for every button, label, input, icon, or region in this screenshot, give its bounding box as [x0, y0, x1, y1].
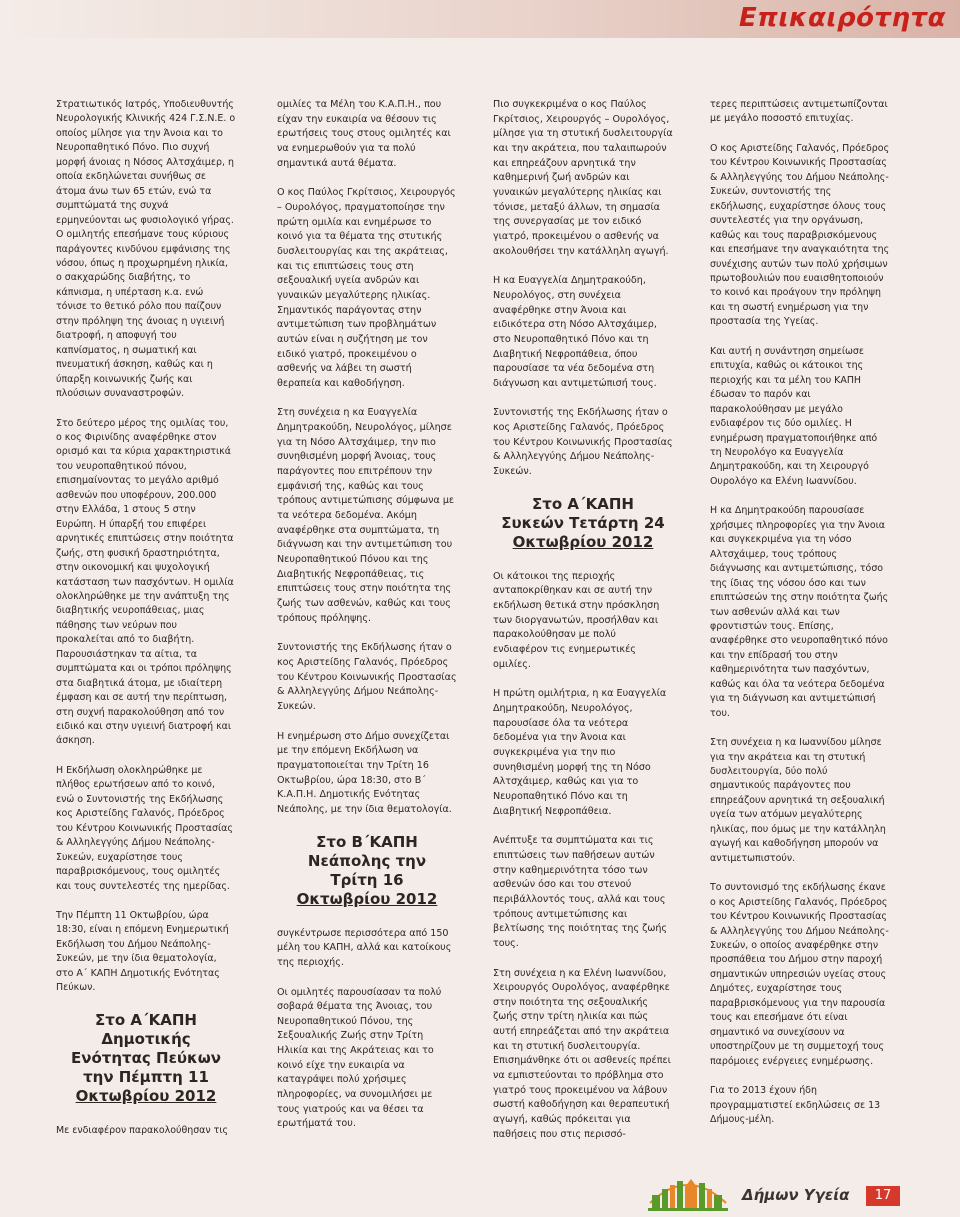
- section-title: Επικαιρότητα: [739, 3, 946, 33]
- paragraph: Στρατιωτικός Ιατρός, Υποδιευθυντής Νευρολογικής Κλινικής 424 Γ.Σ.Ν.Ε. ο οποίος μίλησε για την Άνοια και το Νευροπαθητικό Πόνο. Πιο συχνή μορφή άνοιας η Νόσος Αλτσχάιμερ, η οποία εκδηλώνεται συνήθως σε άτομα άνω των 65 ετών, ενώ τα συμπτώματά της συχνά ερμηνεύονται ως φυσιολογικό γήρας. Ο ομιλητής επεσήμανε τους κύριους παράγοντες κινδύνου εμφάνισης της νόσου, όπως η προχωρημένη ηλικία, ο σακχαρώδης διαβήτης, το κάπνισμα, η υπέρταση κ.α. ενώ τόνισε το θετικό ρόλο που παίζουν στην πρόληψη της άνοιας η υγιεινή διατροφή, η αποφυγή του καπνίσματος, η σωματική και πνευματική άσκηση, καθώς και η ύπαρξη κοινωνικής ζωής και πλούσιων συναναστροφών.: [56, 99, 236, 400]
- paragraph: Η κα Δημητρακούδη παρουσίασε χρήσιμες πληροφορίες για την Άνοια και συγκεκριμένα για τη νόσο Αλτσχάιμερ, τους τρόπους διάγνωσης και αντιμετώπισης, τόσο της ίδιας της νόσου όσο και των επιπτώσεών της στην ποιότητα ζωής των ασθενών αλλά και των φροντιστών τους. Επίσης, αναφέρθηκε στο νευροπαθητικό πόνο και την επίδρασή του στην καθημερινότητα των πασχόντων, καθώς και όλα τα νεότερα δεδομένα για τη διάγνωση και αντιμετώπισή του.: [710, 505, 889, 719]
- column-4: [710, 98, 890, 1142]
- paragraph: Συντονιστής της Εκδήλωσης ήταν ο κος Αριστείδης Γαλανός, Πρόεδρος του Κέντρου Κοινωνικής Προστασίας & Αλληλεγγύης Δήμου Νεάπολης-Συκεών.: [493, 407, 673, 478]
- page-footer: [0, 1170, 960, 1217]
- event-heading-line: Στο Α΄ΚΑΠΗ: [532, 494, 634, 513]
- paragraph: Στη συνέχεια η κα Ιωαννίδου μίλησε για την ακράτεια και τη στυτική δυσλειτουργία, δύο πολύ σημαντικούς παράγοντες που επηρεάζουν αρνητικά τη σεξουαλική υγεία των ατόμων μεγαλύτερης ηλικίας, που όμως με την κατάλληλη αγωγή και καθοδήγηση μπορούν να αντιμετωπιστούν.: [710, 737, 886, 864]
- event-heading-line: Ενότητας Πεύκων: [71, 1048, 221, 1067]
- paragraph: Ο κος Αριστείδης Γαλανός, Πρόεδρος του Κέντρου Κοινωνικής Προστασίας & Αλληλεγγύης του Δήμου Νεάπολης-Συκεών, συντονιστής της εκδήλωσης, ευχαρίστησε όλους τους συντελεστές για την οργάνωση, καθώς και τους παραβρισκόμενους και επεσήμανε την αναγκαιότητα της συνέχισης αυτών των πολύ χρήσιμων πρωτοβουλιών που ευαισθητοποιούν το κοινό και προάγουν την πρόληψη και τη σωστή ενημέρωση για την προστασία της Υγείας.: [710, 142, 890, 328]
- event-heading: [277, 833, 457, 909]
- paragraph: Στο δεύτερο μέρος της ομιλίας του, ο κος Φιρινίδης αναφέρθηκε στον ορισμό και τα κύρια χαρακτηριστικά του νευροπαθητικού πόνου, επισημαίνοντας το μεγάλο αριθμό ασθενών που υποφέρουν, 200.000 στην Ελλάδα, 1 στους 5 στην Ευρώπη. Η ύπαρξή του επιφέρει αρνητικές επιπτώσεις στην ποιότητα ζωής, στη φυσική δραστηριότητα, στην οικονομική και ψυχολογική κατάσταση των πασχόντων. Η ομιλία ολοκληρώθηκε με την ανάπτυξη της διαβητικής νευροπάθειας, μιας πάθησης των νεύρων που προκαλείται από το διαβήτη. Παρουσιάστηκαν τα αίτια, τα συμπτώματα και οι τρόποι πρόληψης στα διαβητικά άτομα, με ιδιαίτερη έμφαση και σε αυτή την περίπτωση, στη συχνή παρακολούθηση από τον ειδικό και στην υγιεινή διατροφή και άσκηση.: [56, 417, 234, 747]
- event-heading-line: Τρίτη 16: [330, 870, 404, 889]
- event-heading-line: Στο Β΄ΚΑΠΗ: [316, 832, 418, 851]
- paragraph: Το συντονισμό της εκδήλωσης έκανε ο κος Αριστείδης Γαλανός, Πρόεδρος του Κέντρου Κοινωνικής Προστασίας & Αλληλεγγύης του Δήμου Νεάπολης-Συκεών, ο οποίος αναφέρθηκε στην προσπάθεια του Δήμου στην παροχή σημαντικών υπηρεσιών υγείας στους Δημότες, ευχαρίστησε τους παραβρισκόμενους για την παρουσία τους και επεσήμανε ότι είναι σημαντικό να συνεχίσουν να υποστηρίζουν με τη συμμετοχή τους παρόμοιες ενέργειες ενημέρωσης.: [710, 882, 889, 1067]
- paragraph: Στη συνέχεια η κα Ελένη Ιωαννίδου, Χειρουργός Ουρολόγος, αναφέρθηκε στην ποιότητα της σεξουαλικής ζωής στην τρίτη ηλικία και πώς αυτή επηρεάζεται από την ακράτεια και τη στυτική δυσλειτουργία. Επισημάνθηκε ότι οι ασθενείς πρέπει να εμπιστεύονται το πρόβλημα στο γιατρό τους προκειμένου να λάβουν σωστή καθοδήγηση και θεραπευτική αγωγή, καθώς πρόκειται για παθήσεις που στις περισσό-: [493, 967, 671, 1140]
- paragraph: Ανέπτυξε τα συμπτώματα και τις επιπτώσεις των παθήσεων αυτών στην καθημερινότητα τόσο των ασθενών όσο και του στενού περιβάλλοντός τους, αλλά και τους τρόπους αντιμετώπισης και βελτίωσης της ποιότητας της ζωής τους.: [493, 835, 668, 949]
- page-number-badge: 17: [866, 1186, 900, 1206]
- event-heading-line: την Πέμπτη 11: [83, 1067, 209, 1086]
- paragraph: Και αυτή η συνάντηση σημείωσε επιτυχία, καθώς οι κάτοικοι της περιοχής και τα μέλη του ΚΑΠΗ έδωσαν το παρόν και παρακολούθησαν με μεγάλο ενδιαφέρον τις δύο ομιλίες. Η ενημέρωση πραγματοποιήθηκε από τη Νευρολόγο κα Ευαγγελία Δημητρακούδη, και τη Χειρουργό Ουρολόγο κα Ελένη Ιωαννίδου.: [710, 345, 878, 487]
- event-heading-line: Οκτωβρίου 2012: [512, 532, 654, 551]
- paragraph: συγκέντρωσε περισσότερα από 150 μέλη του ΚΑΠΗ, αλλά και κατοίκους της περιοχής.: [277, 927, 452, 968]
- paragraph: Η κα Ευαγγελία Δημητρακούδη, Νευρολόγος, στη συνέχεια αναφέρθηκε στην Άνοια και ειδικότερα στη Νόσο Αλτσχάιμερ, στο Νευροπαθητικό Πόνο και τη Διαβητική Νεφροπάθεια, όπου παρουσίασε τα νέα δεδομένα στη διάγνωση και αντιμετώπισή τους.: [493, 275, 657, 389]
- paragraph: Οι κάτοικοι της περιοχής ανταποκρίθηκαν και σε αυτή την εκδήλωση θετικά στην πρόσκληση των διοργανωτών, προσήλθαν και παρακολούθησαν με πολύ ενδιαφέρον τις ενημερωτικές ομιλίες.: [493, 570, 660, 670]
- event-heading: [493, 495, 673, 552]
- paragraph: Συντονιστής της Εκδήλωσης ήταν ο κος Αριστείδης Γαλανός, Πρόεδρος του Κέντρου Κοινωνικής Προστασίας & Αλληλεγγύης Δήμου Νεάπολης-Συκεών.: [277, 642, 457, 712]
- paragraph: Με ενδιαφέρον παρακολούθησαν τις: [56, 1124, 229, 1136]
- event-heading-line: Συκεών Τετάρτη 24: [501, 513, 665, 532]
- paragraph: ομιλίες τα Μέλη του Κ.Α.Π.Η., που είχαν την ευκαιρία να θέσουν τις ερωτήσεις τους στους ομιλητές και να ενημερωθούν για τα πολύ σημαντικά αυτά θέματα.: [277, 99, 451, 169]
- paragraph: Πιο συγκεκριμένα ο κος Παύλος Γκρίτσιος, Χειρουργός – Ουρολόγος, μίλησε για τη στυτική δυσλειτουργία και την ακράτεια, που ταλαιπωρούν και επηρεάζουν αρνητικά την καθημερινή ζωή ανδρών και γυναικών μεγαλύτερης ηλικίας και τόνισε, μεταξύ άλλων, τη σημασία της συνεργασίας με τον ειδικό γιατρό, προκειμένου ο ασθενής να ακολουθήσει την κατάλληλη αγωγή.: [493, 99, 673, 257]
- brand-name: Δήμων Υγεία: [742, 1186, 850, 1204]
- paragraph: Η πρώτη ομιλήτρια, η κα Ευαγγελία Δημητρακούδη, Νευρολόγος, παρουσίασε όλα τα νεότερα δεδομένα για την Άνοια και συγκεκριμένα για την πιο συνηθισμένη μορφή της τη Νόσο Αλτσχάιμερ, καθώς και για το Νευροπαθητικό Πόνο και τη Διαβητική Νεφροπάθεια.: [493, 688, 667, 817]
- paragraph: τερες περιπτώσεις αντιμετωπίζονται με μεγάλο ποσοστό επιτυχίας.: [710, 99, 888, 125]
- paragraph: Για το 2013 έχουν ήδη προγραμματιστεί εκδηλώσεις σε 13 Δήμους-μέλη.: [710, 1085, 881, 1125]
- paragraph: Στη συνέχεια η κα Ευαγγελία Δημητρακούδη, Νευρολόγος, μίλησε για τη Νόσο Αλτσχάιμερ, την πιο συνηθισμένη μορφή Άνοιας, τους παράγοντες που επιτρέπουν την εμφάνισή της, καθώς και τους τρόπους αντιμετώπισης σύμφωνα με τα νεότερα δεδομένα. Ακόμη αναφέρθηκε στα συμπτώματα, τη διάγνωση και την αντιμετώπιση του Νευροπαθητικού Πόνου και της Διαβητικής Νεφροπάθειας, τις επιπτώσεις τους στην ποιότητα της ζωής των ασθενών, καθώς και τους τρόπους πρόληψης.: [277, 407, 455, 624]
- dimon-ygeia-city-logo-icon: [644, 1173, 732, 1213]
- paragraph: Η ενημέρωση στο Δήμο συνεχίζεται με την επόμενη Εκδήλωση να πραγματοποιείται την Τρίτη 16 Οκτωβρίου, ώρα 18:30, στο Β΄ Κ.Α.Π.Η. Δημοτικής Ενότητας Νεάπολης, με την ίδια θεματολογία.: [277, 730, 452, 815]
- column-3: [493, 98, 673, 1157]
- event-heading-line: Νεάπολης την: [307, 851, 427, 870]
- paragraph: Ο κος Παύλος Γκρίτσιος, Χειρουργός – Ουρολόγος, πραγματοποίησε την πρώτη ομιλία και ενημέρωσε το κοινό για τα θέματα της στυτικής δυσλειτουργίας και της ακράτειας, και τις επιπτώσεις τους στη σεξουαλική υγεία ανδρών και γυναικών μεγαλύτερης ηλικίας. Σημαντικός παράγοντας στην αντιμετώπιση των προβλημάτων αυτών είναι η συζήτηση με τον ειδικό γιατρό, προκειμένου ο ασθενής να λάβει τη σωστή θεραπεία και καθοδήγηση.: [277, 187, 456, 389]
- paragraph: Την Πέμπτη 11 Οκτωβρίου, ώρα 18:30, είναι η επόμενη Ενημερωτική Εκδήλωση του Δήμου Νεάπολης-Συκεών, με την ίδια θεματολογία, στο Α΄ ΚΑΠΗ Δημοτικής Ενότητας Πεύκων.: [56, 910, 229, 994]
- column-1: [56, 98, 236, 1153]
- event-heading-line: Δημοτικής: [101, 1029, 191, 1048]
- event-heading-line: Οκτωβρίου 2012: [296, 889, 438, 908]
- paragraph: Οι ομιλητές παρουσίασαν τα πολύ σοβαρά θέματα της Άνοιας, του Νευροπαθητικού Πόνου, της Σεξουαλικής Ζωής στην Τρίτη Ηλικία και της Ακράτειας και το κοινό είχε την ευκαιρία να καταγράψει πολύ χρήσιμες πληροφορίες, να συνομιλήσει με τους γιατρούς και να θέσει τα ερωτήματά του.: [277, 986, 442, 1130]
- section-header-bar: [0, 0, 960, 38]
- event-heading-line: Στο Α΄ΚΑΠΗ: [95, 1010, 197, 1029]
- paragraph: Η Εκδήλωση ολοκληρώθηκε με πλήθος ερωτήσεων από το κοινό, ενώ ο Συντονιστής της Εκδήλωσης κος Αριστείδης Γαλανός, Πρόεδρος του Κέντρου Κοινωνικής Προστασίας & Αλληλεγγύης Δήμου Νεάπολης-Συκεών, ευχαρίστησε τους παραβρισκόμενους, τους ομιλητές και τους συντελεστές της ημερίδας.: [56, 764, 233, 892]
- column-2: [277, 98, 457, 1147]
- event-heading-line: Οκτωβρίου 2012: [75, 1086, 217, 1105]
- event-heading: [56, 1011, 236, 1106]
